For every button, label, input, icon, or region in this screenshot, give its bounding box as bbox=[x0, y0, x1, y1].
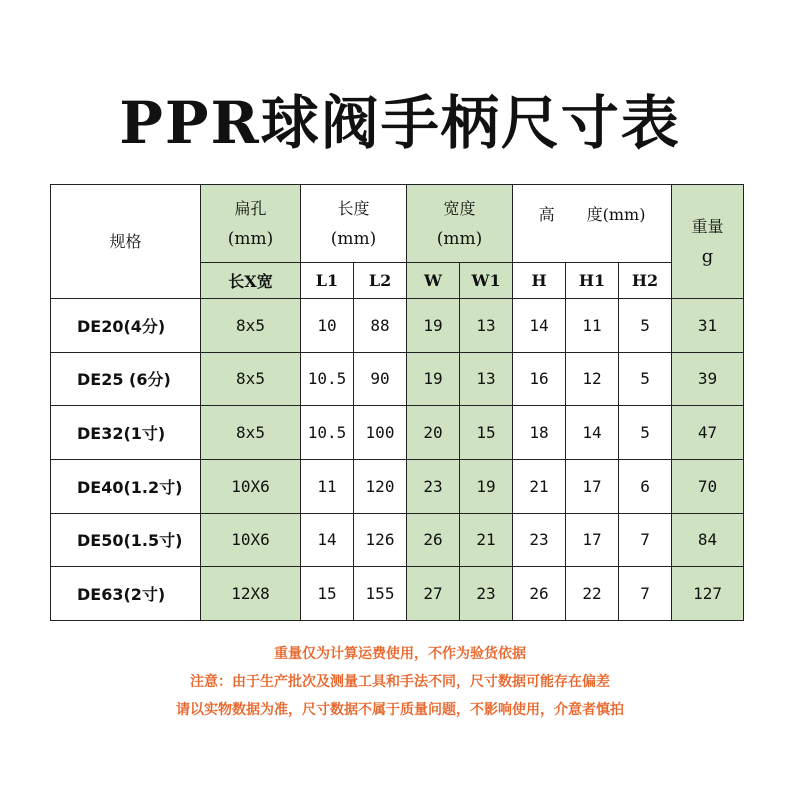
cell-W: 27 bbox=[407, 567, 460, 621]
header-hole-label: 扁孔 bbox=[234, 198, 267, 218]
cell-L1: 14 bbox=[301, 513, 354, 567]
cell-W: 20 bbox=[407, 406, 460, 460]
cell-L1: 11 bbox=[301, 459, 354, 513]
cell-hole: 8x5 bbox=[201, 352, 301, 406]
cell-spec: DE40(1.2寸) bbox=[51, 459, 201, 513]
cell-H: 14 bbox=[513, 299, 566, 353]
subheader-hole: 长X宽 bbox=[201, 263, 301, 299]
header-spec: 规格 bbox=[51, 185, 201, 299]
cell-spec: DE20(4分) bbox=[51, 299, 201, 353]
cell-H1: 17 bbox=[566, 459, 619, 513]
cell-H1: 22 bbox=[566, 567, 619, 621]
cell-L2: 88 bbox=[354, 299, 407, 353]
cell-hole: 12X8 bbox=[201, 567, 301, 621]
cell-L2: 120 bbox=[354, 459, 407, 513]
subheader-H: H bbox=[513, 263, 566, 299]
note-line: 请以实物数据为准，尺寸数据不属于质量问题，不影响使用，介意者慎拍 bbox=[176, 702, 624, 718]
header-weight bbox=[672, 185, 744, 299]
header-length bbox=[301, 185, 407, 263]
cell-weight: 39 bbox=[672, 352, 744, 406]
cell-W: 26 bbox=[407, 513, 460, 567]
cell-W1: 21 bbox=[460, 513, 513, 567]
cell-W: 19 bbox=[407, 299, 460, 353]
cell-H1: 14 bbox=[566, 406, 619, 460]
header-length-unit: (mm) bbox=[330, 228, 377, 249]
cell-L1: 10 bbox=[301, 299, 354, 353]
header-length-label: 长度 bbox=[337, 198, 370, 218]
subheader-W1: W1 bbox=[460, 263, 513, 299]
cell-L1: 10.5 bbox=[301, 352, 354, 406]
cell-H2: 6 bbox=[619, 459, 672, 513]
table-row bbox=[51, 406, 744, 460]
header-hole bbox=[201, 185, 301, 263]
cell-W1: 23 bbox=[460, 567, 513, 621]
cell-weight: 47 bbox=[672, 406, 744, 460]
cell-spec: DE63(2寸) bbox=[51, 567, 201, 621]
cell-W: 23 bbox=[407, 459, 460, 513]
cell-H2: 5 bbox=[619, 299, 672, 353]
cell-H: 21 bbox=[513, 459, 566, 513]
header-row bbox=[51, 185, 744, 263]
cell-H2: 7 bbox=[619, 513, 672, 567]
subheader-H2: H2 bbox=[619, 263, 672, 299]
subheader-W: W bbox=[407, 263, 460, 299]
cell-H: 16 bbox=[513, 352, 566, 406]
subheader-L1: L1 bbox=[301, 263, 354, 299]
table-row bbox=[51, 513, 744, 567]
cell-hole: 10X6 bbox=[201, 513, 301, 567]
cell-H1: 12 bbox=[566, 352, 619, 406]
table-row bbox=[51, 299, 744, 353]
cell-L1: 15 bbox=[301, 567, 354, 621]
cell-H1: 11 bbox=[566, 299, 619, 353]
cell-weight: 70 bbox=[672, 459, 744, 513]
header-width bbox=[407, 185, 513, 263]
cell-hole: 8x5 bbox=[201, 299, 301, 353]
subheader-H1: H1 bbox=[566, 263, 619, 299]
header-height: 高 度(mm) bbox=[513, 185, 672, 263]
cell-L2: 126 bbox=[354, 513, 407, 567]
header-weight-unit: g bbox=[701, 245, 714, 267]
cell-spec: DE25 (6分) bbox=[51, 352, 201, 406]
cell-H: 26 bbox=[513, 567, 566, 621]
cell-hole: 8x5 bbox=[201, 406, 301, 460]
cell-L1: 10.5 bbox=[301, 406, 354, 460]
table-row bbox=[51, 352, 744, 406]
subheader-L2: L2 bbox=[354, 263, 407, 299]
cell-H2: 7 bbox=[619, 567, 672, 621]
cell-W1: 19 bbox=[460, 459, 513, 513]
table-row bbox=[51, 567, 744, 621]
cell-H2: 5 bbox=[619, 406, 672, 460]
cell-spec: DE32(1寸) bbox=[51, 406, 201, 460]
note-line: 重量仅为计算运费使用，不作为验货依据 bbox=[274, 646, 526, 662]
header-width-label: 宽度 bbox=[443, 198, 476, 218]
note-line: 注意：由于生产批次及测量工具和手法不同，尺寸数据可能存在偏差 bbox=[190, 674, 610, 690]
cell-W1: 13 bbox=[460, 299, 513, 353]
cell-L2: 90 bbox=[354, 352, 407, 406]
cell-weight: 127 bbox=[672, 567, 744, 621]
page-title: PPR球阀手柄尺寸表 bbox=[119, 89, 681, 157]
cell-L2: 155 bbox=[354, 567, 407, 621]
cell-weight: 31 bbox=[672, 299, 744, 353]
header-hole-unit: (mm) bbox=[227, 228, 274, 249]
table-row bbox=[51, 459, 744, 513]
cell-H1: 17 bbox=[566, 513, 619, 567]
cell-H2: 5 bbox=[619, 352, 672, 406]
cell-hole: 10X6 bbox=[201, 459, 301, 513]
notes bbox=[0, 640, 800, 724]
cell-W: 19 bbox=[407, 352, 460, 406]
header-width-unit: (mm) bbox=[436, 228, 483, 249]
cell-spec: DE50(1.5寸) bbox=[51, 513, 201, 567]
header-weight-label: 重量 bbox=[691, 216, 724, 236]
cell-weight: 84 bbox=[672, 513, 744, 567]
cell-W1: 15 bbox=[460, 406, 513, 460]
cell-W1: 13 bbox=[460, 352, 513, 406]
cell-H: 18 bbox=[513, 406, 566, 460]
size-table bbox=[50, 184, 744, 621]
cell-H: 23 bbox=[513, 513, 566, 567]
cell-L2: 100 bbox=[354, 406, 407, 460]
